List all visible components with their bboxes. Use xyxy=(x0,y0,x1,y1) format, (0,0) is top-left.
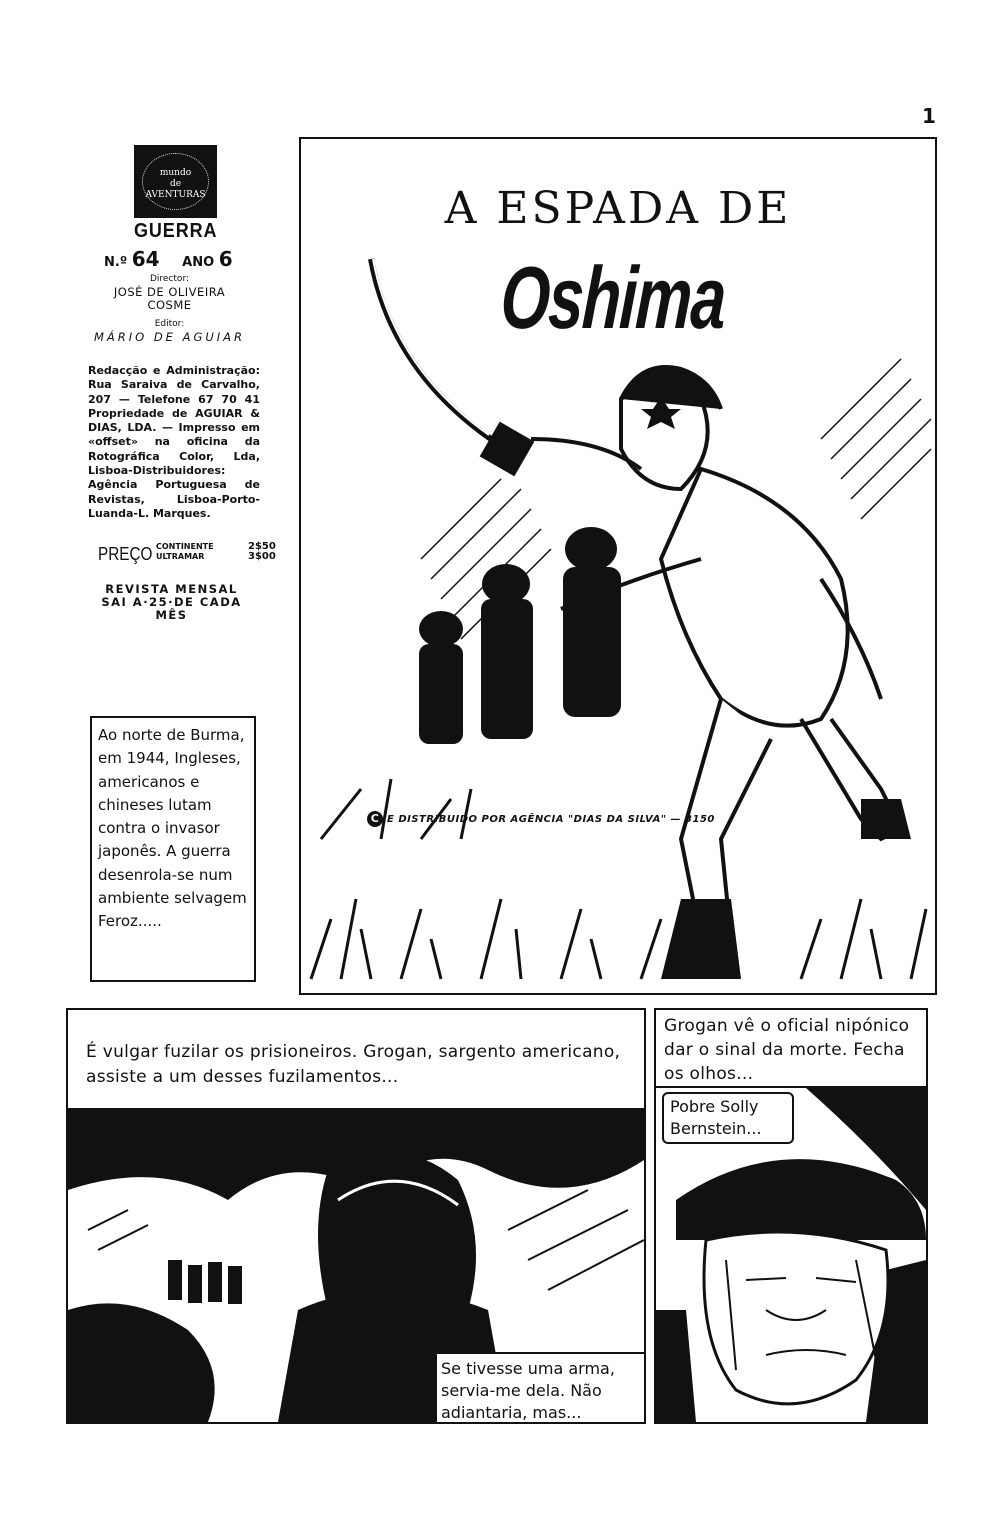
panel-3-speech-balloon: Pobre Solly Bernstein... xyxy=(662,1092,794,1144)
masthead-credits xyxy=(82,273,257,344)
director-name-2: COSME xyxy=(147,298,192,312)
cover-panel xyxy=(299,137,937,995)
director-name-1: JOSÉ DE OLIVEIRA xyxy=(113,285,226,299)
editor-role: Editor: xyxy=(154,319,185,329)
year-number: 6 xyxy=(218,247,233,271)
cover-title-name: Oshima xyxy=(498,248,728,347)
logo-text-3: AVENTURAS xyxy=(145,190,206,200)
credit-text: E DISTRIBUIDO POR AGÊNCIA "DIAS DA SILVA" — 3150 xyxy=(387,814,715,825)
panel-2-caption: É vulgar fuzilar os prisioneiros. Grogan, sargento americano, assiste a um desses fuzilamentos... xyxy=(68,1010,644,1110)
issue-line xyxy=(104,247,233,271)
director-role: Director: xyxy=(149,274,190,284)
cover-title: A ESPADA DE xyxy=(444,183,792,234)
panel-3-caption: Grogan vê o oficial nipónico dar o sinal da morte. Fecha os olhos... xyxy=(656,1010,926,1088)
imprint-text: Redacção e Administração: Rua Saraiva de Carvalho, 207 — Telefone 67 70 41 Propriedade de AGUIAR & DIAS, LDA. — Impresso em «offset» na oficina da Rotográfica Color, Lda, Lisboa-Distribuidores: Agência Portuguesa de Revistas, Lisboa-Porto-Luanda-L. Marques. xyxy=(88,364,260,520)
logo-text-1: mundo xyxy=(159,168,192,178)
intro-caption: Ao norte de Burma, em 1944, Ingleses, americanos e chineses lutam contra o invasor japonês. A guerra desenrola-se num ambiente selvagem Feroz..... xyxy=(90,716,256,982)
price-continent-value: 2$50 xyxy=(248,541,276,552)
monthly-line-2: SAI A·25·DE CADA xyxy=(101,595,242,609)
comic-panel-3 xyxy=(654,1008,928,1424)
issue-label: N.º xyxy=(104,255,128,270)
logo-text-2: de xyxy=(169,179,182,189)
editor-name: MÁRIO DE AGUIAR xyxy=(93,330,246,344)
comic-panel-2 xyxy=(66,1008,646,1424)
price-continent-label: CONTINENTE xyxy=(156,542,214,551)
issue-number: 64 xyxy=(131,247,160,271)
publication-frequency xyxy=(84,583,259,622)
distribution-credit xyxy=(367,811,715,827)
year-label: ANO xyxy=(182,255,215,270)
publisher-logo xyxy=(134,145,217,218)
monthly-line-3: MÊS xyxy=(155,608,188,622)
price-overseas-value: 3$00 xyxy=(248,551,276,562)
brand-title: GUERRA xyxy=(134,220,218,242)
price-overseas-label: ULTRAMAR xyxy=(156,552,205,561)
page-number: 1 xyxy=(922,104,936,128)
price-label: PREÇO xyxy=(98,544,153,564)
monthly-line-1: REVISTA MENSAL xyxy=(105,582,238,596)
copyright-symbol: C xyxy=(367,811,383,827)
panel-2-speech-balloon: Se tivesse uma arma, servia-me dela. Não adiantaria, mas... xyxy=(435,1352,646,1424)
